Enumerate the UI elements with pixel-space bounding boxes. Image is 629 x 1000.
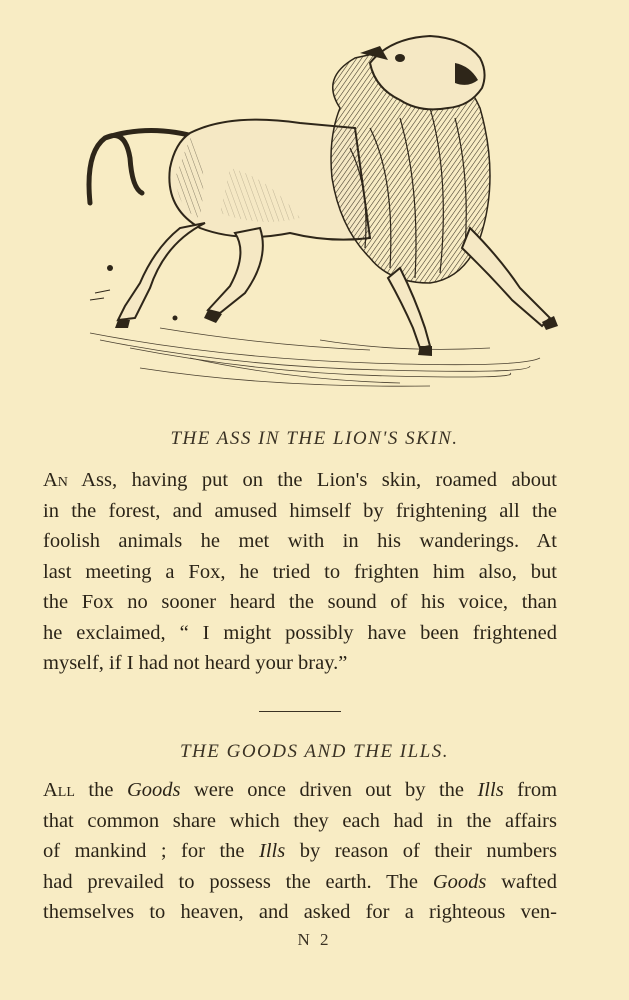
fable-text xyxy=(43,775,557,928)
text-line: the Fox no sooner heard the sound of his voice, than xyxy=(43,591,557,613)
text-line: he exclaimed, “ I might possibly have been frightened xyxy=(43,621,557,644)
text-line: All the Goods were once driven out by the Ills from xyxy=(43,779,558,801)
text-line: in the forest, and amused himself by frightening all the xyxy=(43,499,557,522)
hind-leg-right xyxy=(208,228,263,313)
fable-title: THE ASS IN THE LION'S SKIN. xyxy=(170,428,459,449)
eye xyxy=(395,54,405,62)
ass-in-lion-skin-illustration xyxy=(70,28,570,388)
text-line: An Ass, having put on the Lion's skin, roamed about xyxy=(43,469,557,491)
fable-text xyxy=(43,465,557,679)
fable-title: THE GOODS AND THE ILLS. xyxy=(179,741,450,762)
text-line: that common share which they each had in the affairs xyxy=(43,809,557,832)
hind-leg-left xyxy=(118,223,205,320)
text-line: last meeting a Fox, he tried to frighten him also, but xyxy=(43,560,557,583)
page-signature: N 2 xyxy=(297,930,332,949)
text-line: had prevailed to possess the earth. The Goods wafted xyxy=(43,870,557,893)
text-line: of mankind ; for the Ills by reason of their numbers xyxy=(43,840,557,862)
text-line: themselves to heaven, and asked for a righteous ven- xyxy=(43,901,557,923)
section-divider xyxy=(259,711,341,712)
text-line: myself, if I had not heard your bray.” xyxy=(43,652,348,674)
text-line: foolish animals he met with in his wanderings. At xyxy=(43,530,557,552)
drop-word: An xyxy=(43,469,68,491)
front-leg-right xyxy=(462,228,550,326)
ground-shading xyxy=(90,328,540,386)
